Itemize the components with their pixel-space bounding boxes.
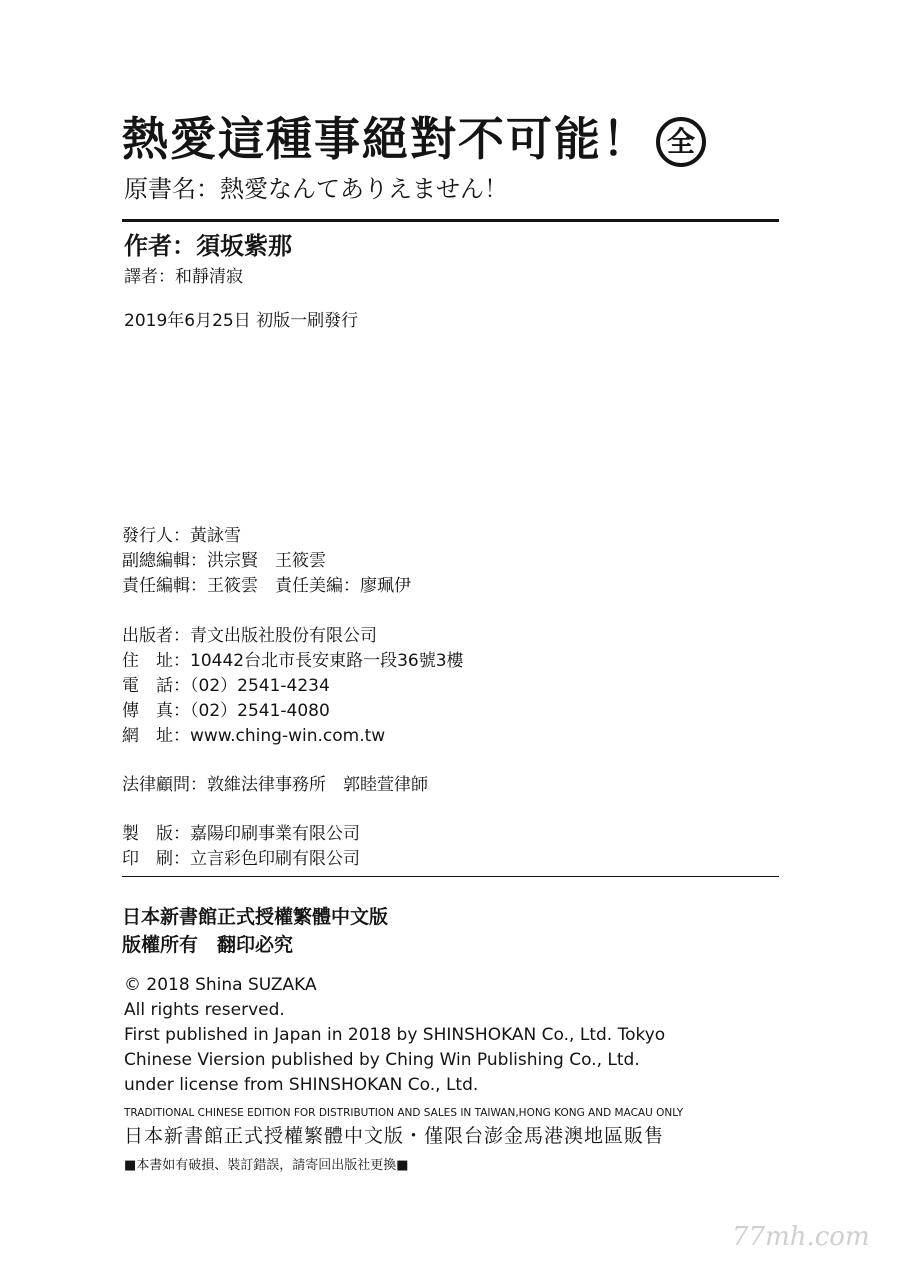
copyright-line: © 2018 Shina SUZAKA <box>124 975 317 995</box>
legal-advisor: 法律顧問：敦維法律事務所 郭睦萱律師 <box>122 775 428 795</box>
author-line: 作者：須坂紫那 <box>124 232 292 260</box>
distribution-note-cn: 日本新書館正式授權繁體中文版・僅限台澎金馬港澳地區販售 <box>124 1125 665 1147</box>
original-title: 原書名：熱愛なんてありえません！ <box>124 175 508 203</box>
publisher-line: 出版者：青文出版社股份有限公司 <box>122 626 377 646</box>
staff-line: 發行人：黃詠雪 <box>122 526 241 546</box>
translator-line: 譯者：和靜清寂 <box>124 267 243 287</box>
staff-line: 副總編輯：洪宗賢 王筱雲 <box>122 551 326 571</box>
site-watermark: 77mh.com <box>732 1222 870 1252</box>
rights-reserved-cn: 版權所有 翻印必究 <box>122 934 294 956</box>
header-divider <box>122 219 779 222</box>
publish-date: 2019年6月25日 初版一刷發行 <box>124 311 359 331</box>
printing-line: 印 刷：立言彩色印刷有限公司 <box>122 849 360 869</box>
volume-badge: 全 <box>656 117 706 167</box>
rights-authorized: 日本新書館正式授權繁體中文版 <box>122 906 389 928</box>
distribution-note-en: TRADITIONAL CHINESE EDITION FOR DISTRIBUTION AND SALES IN TAIWAN,HONG KONG AND MACAU ONLY <box>124 1107 684 1119</box>
printing-block <box>122 822 360 872</box>
book-title <box>122 108 706 170</box>
publisher-phone: 電 話：（02）2541-4234 <box>122 676 330 696</box>
publisher-website: 網 址：www.ching-win.com.tw <box>122 726 386 746</box>
staff-line: 責任編輯：王筱雲 責任美編：廖珮伊 <box>122 576 411 596</box>
book-title-text: 熱愛這種事絕對不可能！ <box>122 112 650 166</box>
staff-block <box>122 524 411 599</box>
first-published-line: First published in Japan in 2018 by SHINSHOKAN Co., Ltd. Tokyo <box>124 1025 666 1045</box>
publisher-address: 住 址：10442台北市長安東路一段36號3樓 <box>122 651 464 671</box>
publisher-fax: 傳 真：（02）2541-4080 <box>122 701 330 721</box>
plate-making-line: 製 版：嘉陽印刷事業有限公司 <box>122 824 360 844</box>
footer-divider <box>122 876 779 877</box>
replacement-notice: ■本書如有破損、裝訂錯誤，請寄回出版社更換■ <box>124 1158 409 1173</box>
rights-reserved-en: All rights reserved. <box>124 1000 285 1020</box>
license-line: under license from SHINSHOKAN Co., Ltd. <box>124 1075 479 1095</box>
publisher-block <box>122 624 464 749</box>
chinese-version-line: Chinese Viersion published by Ching Win Publishing Co., Ltd. <box>124 1050 640 1070</box>
